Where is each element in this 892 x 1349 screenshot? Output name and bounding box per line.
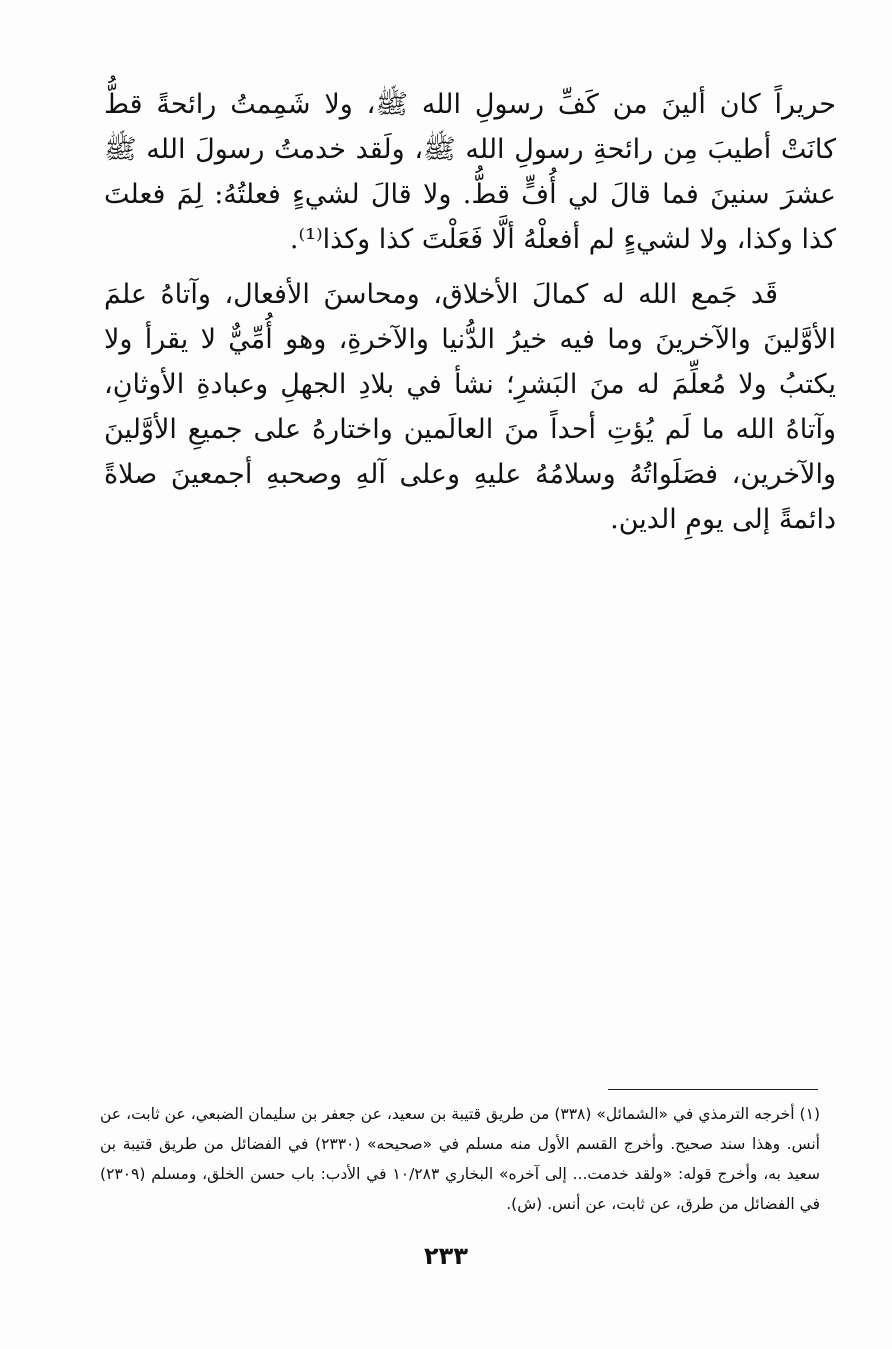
- paragraph-hadith: حريراً كان ألينَ من كَفِّ رسولِ الله ﷺ، ولا شَمِمتُ رائحةً قطُّ كانَتْ أطيبَ مِن رائحةِ رسولِ الله ﷺ، ولَقد خدمتُ رسولَ الله ﷺ عشرَ سنينَ فما قالَ لي أُفٍّ قطُّ. ولا قالَ لشيءٍ فعلتُهُ: لِمَ فعلتَ كذا وكذا، ولا لشيءٍ لم أفعلْهُ ألَّا فَعَلْتَ كذا وكذا⁽¹⁾.: [104, 89, 836, 255]
- paragraph-praise: قَد جَمع الله له كمالَ الأخلاق، ومحاسنَ الأفعال، وآتاهُ علمَ الأوَّلينَ والآخرينَ وما فيه خيرُ الدُّنيا والآخرةِ، وهو أُمِّيٌّ لا يقرأ ولا يكتبُ ولا مُعلِّمَ له منَ البَشرِ؛ نشأ في بلادِ الجهلِ وعبادةِ الأوثانِ، وآتاهُ الله ما لَم يُؤتِ أحداً منَ العالَمين واختارهُ على جميعِ الأوَّلينَ والآخرين، فصَلَواتُهُ وسلامُهُ عليهِ وعلى آلهِ وصحبهِ أجمعينَ صلاةً دائمةً إلى يومِ الدين.: [104, 279, 836, 535]
- main-text: [104, 82, 836, 552]
- footnotes: [100, 1099, 820, 1219]
- footnote-separator: [608, 1089, 818, 1090]
- footnote-1: (١) أخرجه الترمذي في «الشمائل» (٣٣٨) من طريق قتيبة بن سعيد، عن جعفر بن سليمان الضبعي، عن ثابت، عن أنس. وهذا سند صحيح. وأخرج القسم الأول منه مسلم في «صحيحه» (٢٣٣٠) في الفضائل من طريق قتيبة بن سعيد به، وأخرج قوله: «ولقد خدمت... إلى آخره» البخاري ١٠/٢٨٣ في الأدب: باب حسن الخلق، ومسلم (٢٣٠٩) في الفضائل من طرق، عن ثابت، عن أنس. (ش).: [100, 1105, 820, 1213]
- page-number: ٢٣٣: [424, 1242, 468, 1270]
